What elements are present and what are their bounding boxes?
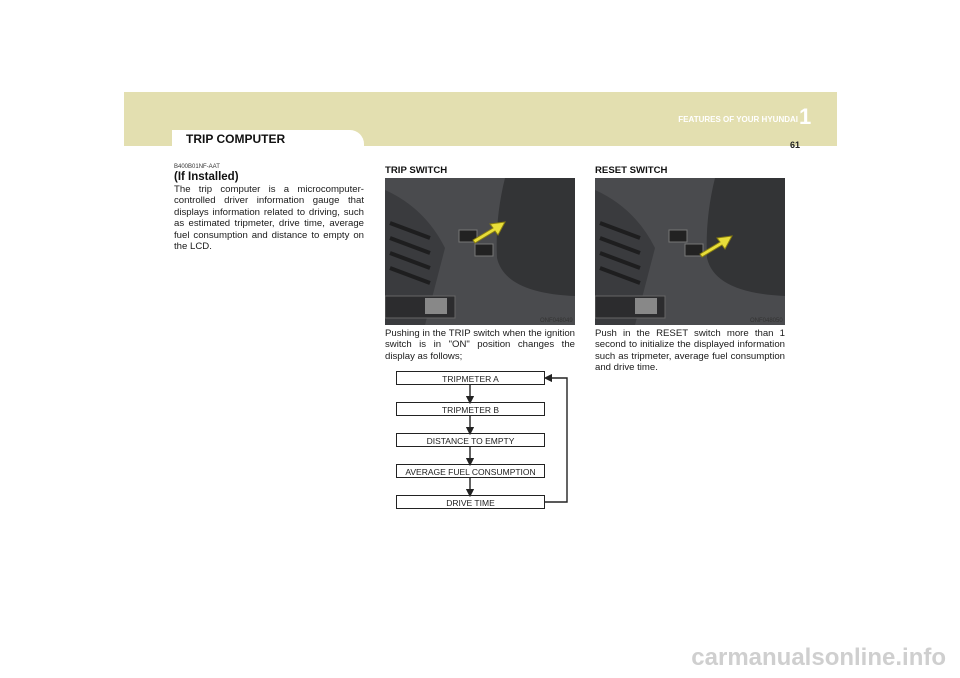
reset-switch-heading: RESET SWITCH	[595, 165, 668, 176]
flow-arrows	[390, 370, 580, 515]
chapter-number: 1	[799, 104, 812, 129]
reset-switch-description: Push in the RESET switch more than 1 second to initialize the displayed information such as tripmeter, average fuel consumption and drive time.	[595, 328, 785, 374]
trip-computer-description: The trip computer is a microcomputer-controlled driver information gauge that displays information related to driving, such as estimated tripmeter, drive time, average fuel consumption and distance to empty on the LCD.	[174, 184, 364, 253]
section-code: B400B01NF-AAT	[174, 164, 220, 170]
reset-switch-photo	[595, 178, 785, 325]
page-number: 61	[790, 140, 801, 150]
flow-box-tripmeter-b: TRIPMETER B	[396, 402, 545, 416]
flow-box-distance-to-empty: DISTANCE TO EMPTY	[396, 433, 545, 447]
dashboard-illustration	[595, 178, 785, 325]
flow-box-drive-time: DRIVE TIME	[396, 495, 545, 509]
flow-box-tripmeter-a: TRIPMETER A	[396, 371, 545, 385]
watermark: carmanualsonline.info	[691, 644, 946, 671]
trip-switch-heading: TRIP SWITCH	[385, 165, 448, 176]
trip-figure-code: ONF048049	[540, 318, 573, 324]
if-installed-subhead: (If Installed)	[174, 171, 239, 183]
section-title: TRIP COMPUTER	[186, 132, 286, 146]
flow-box-average-fuel: AVERAGE FUEL CONSUMPTION	[396, 464, 545, 478]
trip-switch-photo	[385, 178, 575, 325]
trip-switch-description: Pushing in the TRIP switch when the ignition switch is in "ON" position changes the display as follows;	[385, 328, 575, 362]
reset-figure-code: ONF048050	[750, 318, 783, 324]
dashboard-illustration	[385, 178, 575, 325]
chapter-label: FEATURES OF YOUR HYUNDAI	[678, 115, 798, 124]
